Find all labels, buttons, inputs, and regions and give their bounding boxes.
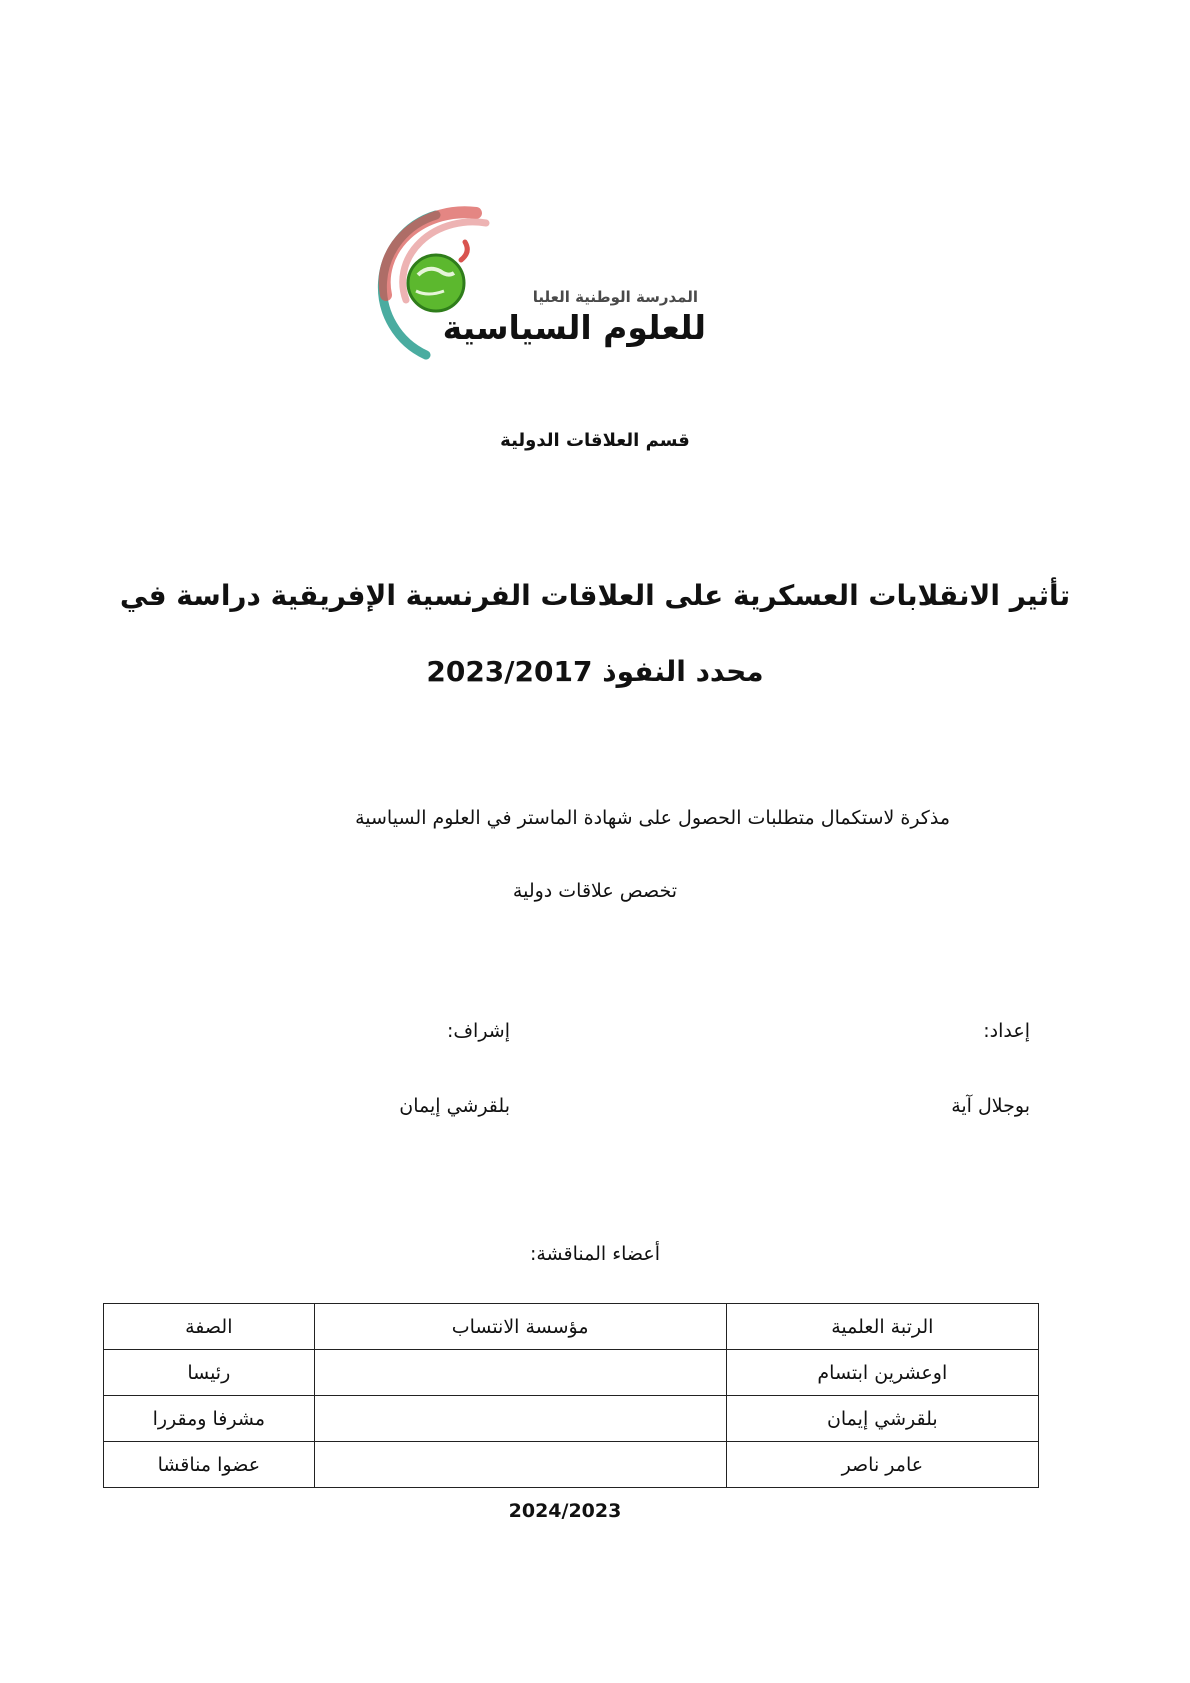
table-cell: مشرفا ومقررا	[104, 1396, 315, 1442]
supervisor-name: بلقرشي إيمان	[399, 1095, 510, 1117]
table-cell: عضوا مناقشا	[104, 1442, 315, 1488]
department-name: قسم العلاقات الدولية	[500, 430, 690, 451]
table-cell: رئيسا	[104, 1350, 315, 1396]
table-cell: اوعشرين ابتسام	[726, 1350, 1038, 1396]
academic-year: 2024/2023	[508, 1500, 622, 1522]
table-header-cell: مؤسسة الانتساب	[314, 1304, 726, 1350]
table-row	[104, 1350, 1039, 1396]
supervision-label: إشراف:	[446, 1020, 510, 1042]
table-header-cell: الصفة	[104, 1304, 315, 1350]
table-row	[104, 1442, 1039, 1488]
table-cell: بلقرشي إيمان	[726, 1396, 1038, 1442]
specialization: تخصص علاقات دولية	[512, 880, 678, 902]
thesis-title-line-2: محدد النفوذ 2023/2017	[426, 655, 764, 688]
table-cell	[314, 1350, 726, 1396]
thesis-title-line-1: تأثير الانقلابات العسكرية على العلاقات الفرنسية الإفريقية دراسة في	[119, 579, 1071, 612]
table-row	[104, 1396, 1039, 1442]
table-header-cell: الرتبة العلمية	[726, 1304, 1038, 1350]
table-cell	[314, 1442, 726, 1488]
table-header-row	[104, 1304, 1039, 1350]
table-cell	[314, 1396, 726, 1442]
logo-title: للعلوم السياسية	[442, 308, 706, 347]
table-cell: عامر ناصر	[726, 1442, 1038, 1488]
committee-label: أعضاء المناقشة:	[529, 1243, 661, 1265]
student-name: بوجلال آية	[951, 1095, 1030, 1117]
jury-table	[103, 1303, 1039, 1488]
logo-subtitle: المدرسة الوطنية العليا	[532, 288, 698, 306]
preparation-label: إعداد:	[983, 1020, 1030, 1042]
memo-statement: مذكرة لاستكمال متطلبات الحصول على شهادة الماستر في العلوم السياسية	[355, 807, 950, 829]
